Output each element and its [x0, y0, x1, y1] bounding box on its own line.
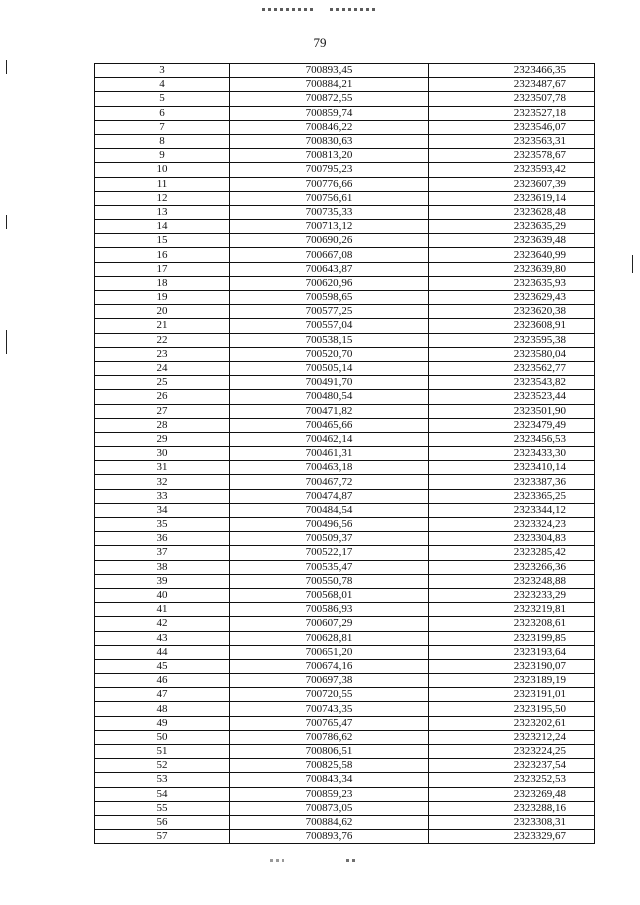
table-row: [95, 333, 595, 347]
table-row: [95, 475, 595, 489]
point-number-cell: 46: [95, 674, 230, 688]
table-row: [95, 432, 595, 446]
x-coordinate-cell: 700462,14: [230, 432, 429, 446]
y-coordinate-cell: 2323620,38: [429, 305, 595, 319]
y-coordinate-cell: 2323248,88: [429, 574, 595, 588]
point-number-cell: 10: [95, 163, 230, 177]
x-coordinate-cell: 700859,74: [230, 106, 429, 120]
y-coordinate-cell: 2323212,24: [429, 730, 595, 744]
y-coordinate-cell: 2323195,50: [429, 702, 595, 716]
y-coordinate-cell: 2323285,42: [429, 546, 595, 560]
table-row: [95, 234, 595, 248]
point-number-cell: 42: [95, 617, 230, 631]
point-number-cell: 51: [95, 745, 230, 759]
y-coordinate-cell: 2323269,48: [429, 787, 595, 801]
table-row: [95, 404, 595, 418]
x-coordinate-cell: 700491,70: [230, 376, 429, 390]
x-coordinate-cell: 700520,70: [230, 347, 429, 361]
table-row: [95, 447, 595, 461]
table-row: [95, 815, 595, 829]
point-number-cell: 18: [95, 276, 230, 290]
table-row: [95, 248, 595, 262]
x-coordinate-cell: 700786,62: [230, 730, 429, 744]
y-coordinate-cell: 2323190,07: [429, 659, 595, 673]
point-number-cell: 55: [95, 801, 230, 815]
scan-edge-mark: [6, 215, 7, 229]
y-coordinate-cell: 2323607,39: [429, 177, 595, 191]
x-coordinate-cell: 700586,93: [230, 603, 429, 617]
point-number-cell: 8: [95, 134, 230, 148]
table-row: [95, 801, 595, 815]
y-coordinate-cell: 2323199,85: [429, 631, 595, 645]
point-number-cell: 43: [95, 631, 230, 645]
table-row: [95, 745, 595, 759]
x-coordinate-cell: 700884,21: [230, 78, 429, 92]
y-coordinate-cell: 2323189,19: [429, 674, 595, 688]
x-coordinate-cell: 700825,58: [230, 759, 429, 773]
x-coordinate-cell: 700568,01: [230, 588, 429, 602]
table-row: [95, 418, 595, 432]
y-coordinate-cell: 2323501,90: [429, 404, 595, 418]
x-coordinate-cell: 700535,47: [230, 560, 429, 574]
point-number-cell: 27: [95, 404, 230, 418]
x-coordinate-cell: 700522,17: [230, 546, 429, 560]
table-row: [95, 617, 595, 631]
point-number-cell: 40: [95, 588, 230, 602]
point-number-cell: 13: [95, 205, 230, 219]
point-number-cell: 57: [95, 830, 230, 844]
y-coordinate-cell: 2323219,81: [429, 603, 595, 617]
table-row: [95, 532, 595, 546]
y-coordinate-cell: 2323193,64: [429, 645, 595, 659]
point-number-cell: 31: [95, 461, 230, 475]
table-row: [95, 659, 595, 673]
y-coordinate-cell: 2323191,01: [429, 688, 595, 702]
table-row: [95, 191, 595, 205]
point-number-cell: 17: [95, 262, 230, 276]
y-coordinate-cell: 2323202,61: [429, 716, 595, 730]
table-row: [95, 787, 595, 801]
x-coordinate-cell: 700843,34: [230, 773, 429, 787]
table-row: [95, 702, 595, 716]
table-row: [95, 688, 595, 702]
x-coordinate-cell: 700463,18: [230, 461, 429, 475]
x-coordinate-cell: 700884,62: [230, 815, 429, 829]
y-coordinate-cell: 2323237,54: [429, 759, 595, 773]
scan-artifact-top-right: [330, 8, 378, 11]
x-coordinate-cell: 700467,72: [230, 475, 429, 489]
coordinates-table-body: [95, 64, 595, 844]
point-number-cell: 3: [95, 64, 230, 78]
point-number-cell: 54: [95, 787, 230, 801]
y-coordinate-cell: 2323387,36: [429, 475, 595, 489]
y-coordinate-cell: 2323629,43: [429, 291, 595, 305]
point-number-cell: 49: [95, 716, 230, 730]
point-number-cell: 12: [95, 191, 230, 205]
scan-edge-mark: [6, 330, 7, 354]
x-coordinate-cell: 700690,26: [230, 234, 429, 248]
y-coordinate-cell: 2323308,31: [429, 815, 595, 829]
y-coordinate-cell: 2323324,23: [429, 518, 595, 532]
y-coordinate-cell: 2323507,78: [429, 92, 595, 106]
table-row: [95, 489, 595, 503]
y-coordinate-cell: 2323639,48: [429, 234, 595, 248]
y-coordinate-cell: 2323580,04: [429, 347, 595, 361]
y-coordinate-cell: 2323479,49: [429, 418, 595, 432]
x-coordinate-cell: 700893,45: [230, 64, 429, 78]
table-row: [95, 830, 595, 844]
point-number-cell: 45: [95, 659, 230, 673]
table-row: [95, 631, 595, 645]
point-number-cell: 7: [95, 120, 230, 134]
table-row: [95, 773, 595, 787]
y-coordinate-cell: 2323628,48: [429, 205, 595, 219]
table-row: [95, 461, 595, 475]
x-coordinate-cell: 700795,23: [230, 163, 429, 177]
table-row: [95, 92, 595, 106]
scan-edge-mark: [6, 60, 7, 74]
y-coordinate-cell: 2323562,77: [429, 361, 595, 375]
point-number-cell: 48: [95, 702, 230, 716]
table-row: [95, 205, 595, 219]
point-number-cell: 20: [95, 305, 230, 319]
point-number-cell: 24: [95, 361, 230, 375]
point-number-cell: 14: [95, 220, 230, 234]
table-row: [95, 120, 595, 134]
x-coordinate-cell: 700509,37: [230, 532, 429, 546]
table-row: [95, 305, 595, 319]
x-coordinate-cell: 700628,81: [230, 631, 429, 645]
x-coordinate-cell: 700577,25: [230, 305, 429, 319]
y-coordinate-cell: 2323365,25: [429, 489, 595, 503]
x-coordinate-cell: 700480,54: [230, 390, 429, 404]
y-coordinate-cell: 2323523,44: [429, 390, 595, 404]
x-coordinate-cell: 700813,20: [230, 149, 429, 163]
y-coordinate-cell: 2323433,30: [429, 447, 595, 461]
point-number-cell: 44: [95, 645, 230, 659]
point-number-cell: 21: [95, 319, 230, 333]
y-coordinate-cell: 2323252,53: [429, 773, 595, 787]
table-row: [95, 134, 595, 148]
x-coordinate-cell: 700765,47: [230, 716, 429, 730]
page-number: 79: [313, 35, 327, 50]
table-row: [95, 149, 595, 163]
table-row: [95, 645, 595, 659]
y-coordinate-cell: 2323527,18: [429, 106, 595, 120]
table-row: [95, 276, 595, 290]
x-coordinate-cell: 700830,63: [230, 134, 429, 148]
y-coordinate-cell: 2323619,14: [429, 191, 595, 205]
table-row: [95, 674, 595, 688]
table-row: [95, 390, 595, 404]
x-coordinate-cell: 700776,66: [230, 177, 429, 191]
point-number-cell: 6: [95, 106, 230, 120]
table-row: [95, 291, 595, 305]
x-coordinate-cell: 700873,05: [230, 801, 429, 815]
point-number-cell: 41: [95, 603, 230, 617]
y-coordinate-cell: 2323578,67: [429, 149, 595, 163]
point-number-cell: 16: [95, 248, 230, 262]
x-coordinate-cell: 700743,35: [230, 702, 429, 716]
y-coordinate-cell: 2323224,25: [429, 745, 595, 759]
point-number-cell: 34: [95, 503, 230, 517]
y-coordinate-cell: 2323304,83: [429, 532, 595, 546]
y-coordinate-cell: 2323593,42: [429, 163, 595, 177]
table-row: [95, 546, 595, 560]
point-number-cell: 38: [95, 560, 230, 574]
point-number-cell: 23: [95, 347, 230, 361]
x-coordinate-cell: 700859,23: [230, 787, 429, 801]
point-number-cell: 56: [95, 815, 230, 829]
point-number-cell: 36: [95, 532, 230, 546]
x-coordinate-cell: 700735,33: [230, 205, 429, 219]
x-coordinate-cell: 700550,78: [230, 574, 429, 588]
table-row: [95, 560, 595, 574]
table-row: [95, 64, 595, 78]
y-coordinate-cell: 2323410,14: [429, 461, 595, 475]
table-row: [95, 319, 595, 333]
y-coordinate-cell: 2323466,35: [429, 64, 595, 78]
table-row: [95, 503, 595, 517]
y-coordinate-cell: 2323266,36: [429, 560, 595, 574]
table-row: [95, 361, 595, 375]
y-coordinate-cell: 2323595,38: [429, 333, 595, 347]
x-coordinate-cell: 700465,66: [230, 418, 429, 432]
x-coordinate-cell: 700667,08: [230, 248, 429, 262]
point-number-cell: 50: [95, 730, 230, 744]
x-coordinate-cell: 700697,38: [230, 674, 429, 688]
point-number-cell: 32: [95, 475, 230, 489]
table-row: [95, 588, 595, 602]
point-number-cell: 15: [95, 234, 230, 248]
y-coordinate-cell: 2323639,80: [429, 262, 595, 276]
table-row: [95, 730, 595, 744]
x-coordinate-cell: 700846,22: [230, 120, 429, 134]
y-coordinate-cell: 2323543,82: [429, 376, 595, 390]
table-row: [95, 603, 595, 617]
x-coordinate-cell: 700720,55: [230, 688, 429, 702]
y-coordinate-cell: 2323233,29: [429, 588, 595, 602]
scan-artifact-top-left: [262, 8, 316, 11]
x-coordinate-cell: 700471,82: [230, 404, 429, 418]
point-number-cell: 37: [95, 546, 230, 560]
y-coordinate-cell: 2323456,53: [429, 432, 595, 446]
point-number-cell: 28: [95, 418, 230, 432]
table-row: [95, 574, 595, 588]
y-coordinate-cell: 2323487,67: [429, 78, 595, 92]
y-coordinate-cell: 2323344,12: [429, 503, 595, 517]
point-number-cell: 9: [95, 149, 230, 163]
point-number-cell: 30: [95, 447, 230, 461]
point-number-cell: 22: [95, 333, 230, 347]
x-coordinate-cell: 700607,29: [230, 617, 429, 631]
point-number-cell: 19: [95, 291, 230, 305]
y-coordinate-cell: 2323608,91: [429, 319, 595, 333]
table-row: [95, 220, 595, 234]
table-row: [95, 376, 595, 390]
x-coordinate-cell: 700598,65: [230, 291, 429, 305]
point-number-cell: 52: [95, 759, 230, 773]
coordinates-table: [94, 63, 595, 844]
y-coordinate-cell: 2323288,16: [429, 801, 595, 815]
table-row: [95, 347, 595, 361]
point-number-cell: 25: [95, 376, 230, 390]
point-number-cell: 4: [95, 78, 230, 92]
y-coordinate-cell: 2323635,93: [429, 276, 595, 290]
table-row: [95, 177, 595, 191]
x-coordinate-cell: 700893,76: [230, 830, 429, 844]
x-coordinate-cell: 700474,87: [230, 489, 429, 503]
x-coordinate-cell: 700713,12: [230, 220, 429, 234]
table-row: [95, 518, 595, 532]
x-coordinate-cell: 700651,20: [230, 645, 429, 659]
table-row: [95, 78, 595, 92]
table-row: [95, 759, 595, 773]
table-row: [95, 262, 595, 276]
table-row: [95, 163, 595, 177]
point-number-cell: 53: [95, 773, 230, 787]
scan-edge-mark: [632, 255, 633, 273]
scan-artifact-bottom: [346, 859, 356, 862]
x-coordinate-cell: 700643,87: [230, 262, 429, 276]
x-coordinate-cell: 700806,51: [230, 745, 429, 759]
point-number-cell: 47: [95, 688, 230, 702]
point-number-cell: 5: [95, 92, 230, 106]
y-coordinate-cell: 2323208,61: [429, 617, 595, 631]
x-coordinate-cell: 700496,56: [230, 518, 429, 532]
point-number-cell: 33: [95, 489, 230, 503]
x-coordinate-cell: 700461,31: [230, 447, 429, 461]
y-coordinate-cell: 2323329,67: [429, 830, 595, 844]
point-number-cell: 35: [95, 518, 230, 532]
y-coordinate-cell: 2323635,29: [429, 220, 595, 234]
table-row: [95, 106, 595, 120]
y-coordinate-cell: 2323546,07: [429, 120, 595, 134]
x-coordinate-cell: 700620,96: [230, 276, 429, 290]
x-coordinate-cell: 700674,16: [230, 659, 429, 673]
x-coordinate-cell: 700538,15: [230, 333, 429, 347]
point-number-cell: 26: [95, 390, 230, 404]
point-number-cell: 39: [95, 574, 230, 588]
x-coordinate-cell: 700872,55: [230, 92, 429, 106]
x-coordinate-cell: 700484,54: [230, 503, 429, 517]
y-coordinate-cell: 2323640,99: [429, 248, 595, 262]
x-coordinate-cell: 700756,61: [230, 191, 429, 205]
point-number-cell: 11: [95, 177, 230, 191]
table-row: [95, 716, 595, 730]
x-coordinate-cell: 700557,04: [230, 319, 429, 333]
point-number-cell: 29: [95, 432, 230, 446]
scan-artifact-bottom: [270, 859, 284, 862]
x-coordinate-cell: 700505,14: [230, 361, 429, 375]
y-coordinate-cell: 2323563,31: [429, 134, 595, 148]
